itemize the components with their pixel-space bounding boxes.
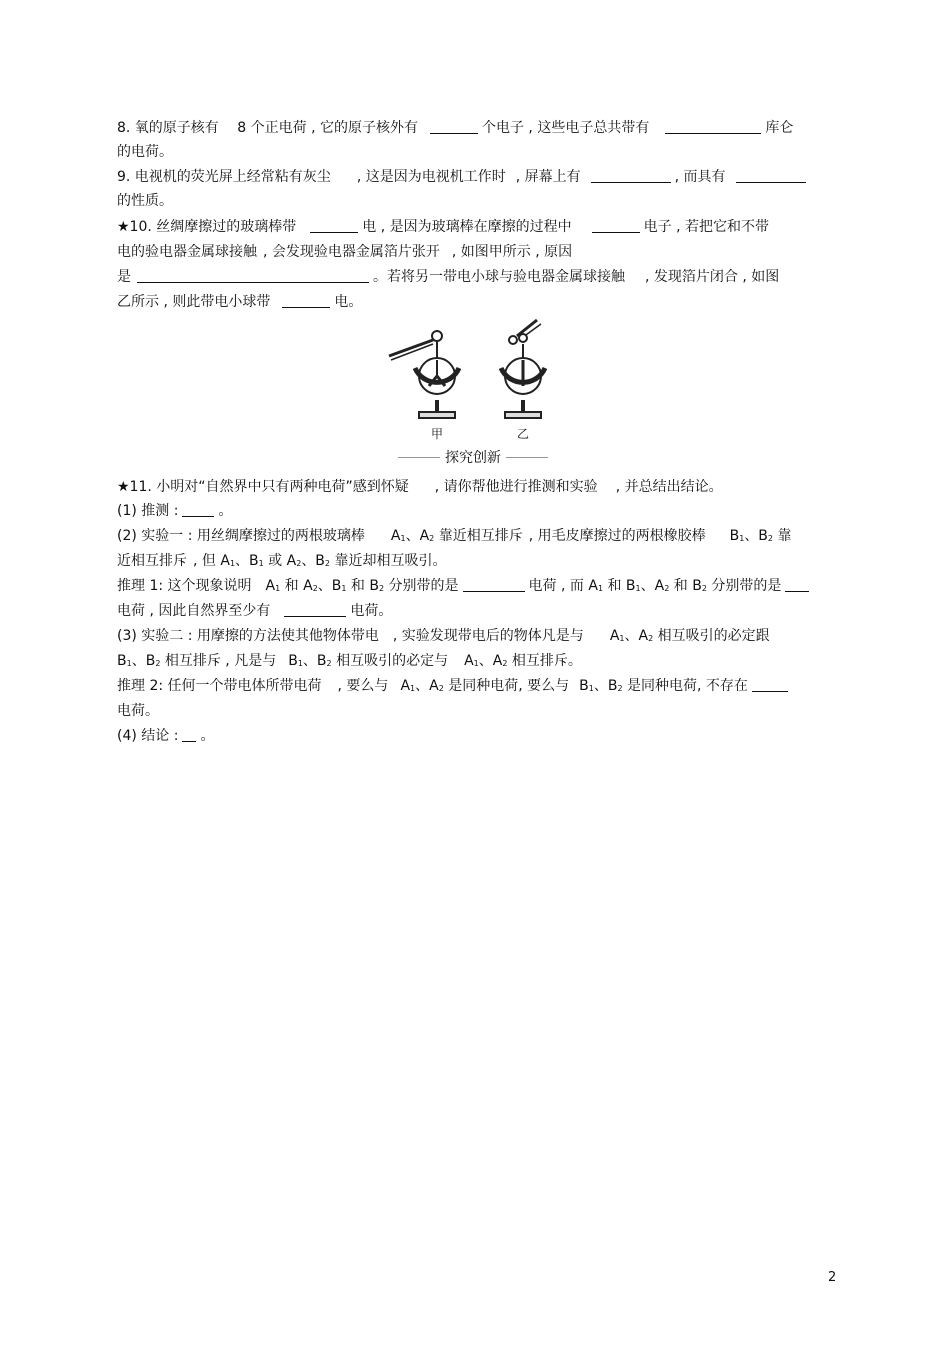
electroscope-left-illustration bbox=[389, 331, 459, 418]
answer-blank[interactable] bbox=[182, 727, 196, 742]
answer-blank[interactable] bbox=[137, 268, 369, 283]
section-rule-left bbox=[398, 457, 440, 458]
q10-line-4: 乙所示 , 则此带电小球带 电。 bbox=[117, 294, 363, 310]
answer-blank[interactable] bbox=[182, 502, 214, 517]
q8-line-1: 8. 氧的原子核有 8 个正电荷 , 它的原子核外有 个电子 , 这些电子总共带有 库仑 bbox=[117, 120, 794, 136]
answer-blank[interactable] bbox=[284, 602, 346, 617]
q11-part-3-line-2: $B_1$、$B_2$ 相互排斥 , 凡是与 $B_1$、$B_2$ 相互吸引的必定与 $A_1$、$A_2$ 相互排斥。 bbox=[117, 653, 582, 669]
answer-blank[interactable] bbox=[282, 293, 330, 308]
q10-line-3: 是 。若将另一带电小球与验电器金属球接触 , 发现箔片闭合 , 如图 bbox=[117, 269, 780, 285]
electroscope-figure bbox=[385, 316, 565, 444]
answer-blank[interactable] bbox=[665, 119, 761, 134]
q11-intro: ★11. 小明对“自然界中只有两种电荷”感到怀疑 , 请你帮他进行推测和实验 , 并总结出结论。 bbox=[117, 479, 723, 495]
figure-label-left: 甲 bbox=[430, 427, 444, 441]
q11-reasoning-1-line-1: 推理 1: 这个现象说明 $A_1$ 和 $A_2$、$B_1$ 和 $B_2$ 分别带的是 电荷 , 而 $A_1$ 和 $B_1$、$A_2$ 和 $B_2$ 分别带的是 bbox=[117, 576, 837, 599]
q8-line-2: 的电荷。 bbox=[117, 144, 173, 160]
q11-reasoning-2-line-2: 电荷。 bbox=[117, 703, 159, 719]
answer-blank[interactable] bbox=[591, 168, 671, 183]
q11-part-3-line-1: (3) 实验二 : 用摩擦的方法使其他物体带电 , 实验发现带电后的物体凡是与 $A_1$、$A_2$ 相互吸引的必定跟 bbox=[117, 628, 770, 644]
answer-blank[interactable] bbox=[736, 168, 806, 183]
answer-blank[interactable] bbox=[310, 218, 358, 233]
section-rule-right bbox=[506, 457, 548, 458]
answer-blank[interactable] bbox=[430, 119, 478, 134]
q9-line-2: 的性质。 bbox=[117, 193, 173, 209]
q11-part-4: (4) 结论 : 。 bbox=[117, 728, 215, 744]
q10-line-1: ★10. 丝绸摩擦过的玻璃棒带 电 , 是因为玻璃棒在摩擦的过程中 电子 , 若把它和不带 bbox=[117, 219, 769, 235]
q10-line-2: 电的验电器金属球接触 , 会发现验电器金属箔片张开 , 如图甲所示 , 原因 bbox=[117, 244, 573, 260]
answer-blank[interactable] bbox=[463, 577, 525, 592]
figure-label-right: 乙 bbox=[516, 427, 530, 441]
q9-line-1: 9. 电视机的荧光屏上经常粘有灰尘 , 这是因为电视机工作时 , 屏幕上有 , 而具有 bbox=[117, 167, 837, 187]
q11-part-2-line-2: 近相互排斥 , 但 $A_1$、$B_1$ 或 $A_2$、$B_2$ 靠近却相互吸引。 bbox=[117, 553, 447, 569]
section-title: 探究创新 bbox=[445, 450, 501, 466]
answer-blank[interactable] bbox=[752, 677, 788, 692]
answer-blank[interactable] bbox=[592, 218, 640, 233]
q11-reasoning-1-line-2: 电荷 , 因此自然界至少有 电荷。 bbox=[117, 603, 393, 619]
electroscope-right-illustration bbox=[501, 320, 545, 418]
q11-part-1: (1) 推测 : 。 bbox=[117, 503, 233, 519]
page-number: 2 bbox=[828, 1270, 837, 1285]
q11-reasoning-2-line-1: 推理 2: 任何一个带电体所带电荷 , 要么与 $A_1$、$A_2$ 是同种电荷, 要么与 $B_1$、$B_2$ 是同种电荷, 不存在 bbox=[117, 676, 837, 699]
section-header bbox=[398, 448, 548, 468]
q11-part-2-line-1: (2) 实验一 : 用丝绸摩擦过的两根玻璃棒 $A_1$、$A_2$ 靠近相互排斥 , 用毛皮摩擦过的两根橡胶棒 $B_1$、$B_2$ 靠 bbox=[117, 528, 792, 544]
answer-blank[interactable] bbox=[785, 577, 809, 592]
